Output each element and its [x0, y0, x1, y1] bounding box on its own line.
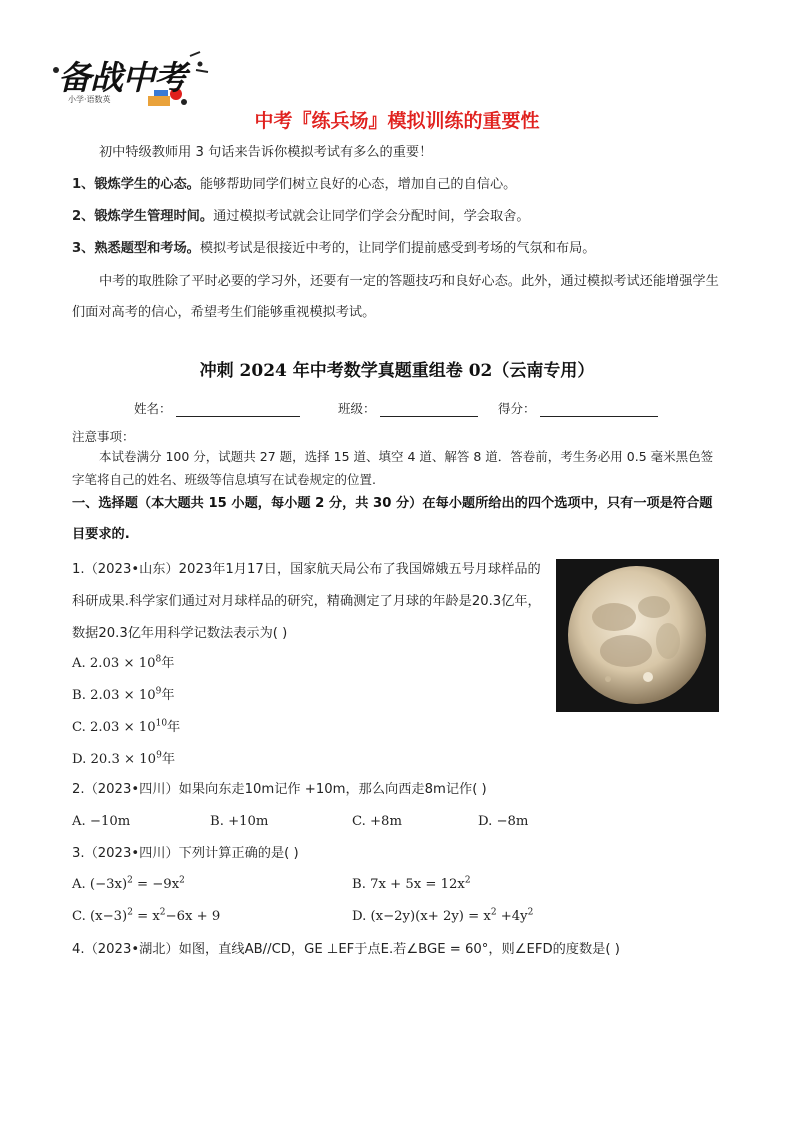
point-1-body: 能够帮助同学们树立良好的心态，增加自己的自信心。: [199, 177, 517, 192]
q1-option-b-unit: 年: [161, 688, 175, 703]
banner-title: 中考『练兵场』模拟训练的重要性: [254, 110, 540, 132]
q3-option-a-label: A.: [72, 877, 86, 892]
q1-option-c-base: 2.03 × 10: [90, 720, 156, 735]
question-3-stem: 3.（2023•四川）下列计算正确的是( ): [72, 846, 299, 861]
q3-option-c-label: C.: [72, 909, 86, 924]
q3-option-d-e1: 2: [490, 907, 497, 918]
question-2-stem: 2.（2023•四川）如果向东走10m记作 +10m，那么向西走8m记作( ): [72, 782, 487, 797]
q1-option-a-exp: 8: [155, 654, 162, 665]
point-3-body: 模拟考试是很接近中考的，让同学们提前感受到考场的气氛和布局。: [199, 241, 596, 256]
point-2-body: 通过模拟考试就会让同学们学会分配时间，学会取舍。: [213, 209, 530, 224]
name-label: 姓名：: [134, 401, 172, 416]
question-1-stem: 1.（2023•山东）2023年1月17日，国家航天局公布了我国嫦娥五号月球样品的科研成果.科学家们通过对月球样品的研究，精确测定了月球的年龄是20.3亿年，数据20.3亿年用科学记数法表示为( ): [72, 562, 541, 641]
name-blank[interactable]: [176, 402, 300, 417]
q2-option-b[interactable]: B. +10m: [210, 814, 269, 829]
q3-option-b-e1: 2: [464, 875, 471, 886]
q2-option-a[interactable]: A. −10m: [72, 814, 131, 829]
q1-option-a-base: 2.03 × 10: [89, 656, 156, 671]
point-2-num: 2、: [72, 209, 95, 224]
point-1-num: 1、: [72, 177, 95, 192]
notes-heading: 注意事项：: [72, 429, 135, 444]
q3-option-d[interactable]: [352, 909, 533, 924]
q1-option-d-label: D.: [72, 752, 87, 767]
q3-option-c-p3: −6x + 9: [165, 909, 221, 924]
score-field[interactable]: [498, 399, 658, 417]
point-2-head: 锻炼学生管理时间。: [94, 209, 214, 224]
q1-option-b[interactable]: [72, 684, 175, 703]
intro-paragraph: 初中特级教师用 3 句话来告诉你模拟考试有多么的重要！: [99, 145, 433, 160]
q1-option-d-unit: 年: [161, 752, 175, 767]
q1-option-a[interactable]: [72, 652, 174, 671]
q3-option-c-p2: = x: [132, 909, 160, 924]
q1-option-d-base: 20.3 × 10: [90, 752, 157, 767]
exam-title: 冲刺 2024 年中考数学真题重组卷 02（云南专用）: [199, 361, 595, 381]
q1-option-c-unit: 年: [167, 720, 181, 735]
q1-option-b-label: B.: [72, 688, 86, 703]
question-4-stem: 4.（2023•湖北）如图，直线AB//CD，GE ⊥EF于点E.若∠BGE = 60°，则∠EFD的度数是( ): [72, 942, 620, 957]
q1-option-c-label: C.: [72, 720, 86, 735]
class-blank[interactable]: [380, 402, 478, 417]
student-info-row: [0, 399, 794, 421]
q3-option-a-e2: 2: [179, 875, 185, 886]
q3-option-b-p1: 7x + 5x = 12x: [370, 877, 465, 892]
q3-option-b[interactable]: [352, 877, 471, 892]
point-3: [72, 234, 722, 264]
q2-option-d[interactable]: D. −8m: [478, 814, 529, 829]
q3-option-a-p2: = −9x: [132, 877, 180, 892]
q1-option-c[interactable]: [72, 716, 180, 735]
q2-option-c[interactable]: C. +8m: [352, 814, 402, 829]
point-1: [72, 170, 722, 200]
q3-option-d-p2: +4y: [496, 909, 528, 924]
q3-option-c-e2: 2: [159, 907, 166, 918]
q3-option-b-label: B.: [352, 877, 366, 892]
q3-option-a-p1: (−3x): [89, 877, 128, 892]
q1-option-a-unit: 年: [161, 656, 175, 671]
point-1-head: 锻炼学生的心态。: [94, 177, 200, 192]
name-field[interactable]: [134, 399, 300, 417]
q3-option-c-p1: (x−3): [90, 909, 128, 924]
point-3-num: 3、: [72, 241, 95, 256]
q1-option-d[interactable]: [72, 748, 175, 767]
logo-text: 备战中考: [58, 58, 186, 97]
q1-option-c-exp: 10: [155, 718, 168, 729]
q3-option-d-p1: (x−2y)(x+ 2y) = x: [370, 909, 491, 924]
q1-option-a-label: A.: [72, 656, 86, 671]
moon-icon: [556, 559, 719, 712]
score-blank[interactable]: [540, 402, 658, 417]
score-label: 得分：: [498, 401, 536, 416]
point-2: [72, 202, 722, 232]
section-heading: 一、选择题（本大题共 15 小题，每小题 2 分，共 30 分）在每小题所给出的四个选项中，只有一项是符合题目要求的.: [72, 496, 713, 542]
class-label: 班级：: [338, 401, 376, 416]
q1-option-b-exp: 9: [155, 686, 162, 697]
point-3-head: 熟悉题型和考场。: [94, 241, 200, 256]
moon-image: [556, 559, 719, 712]
q3-option-a-e1: 2: [127, 875, 133, 886]
class-field[interactable]: [338, 399, 478, 417]
notes-body: 本试卷满分 100 分，试题共 27 题，选择 15 道、填空 4 道、解答 8 道．答卷前，考生务必用 0.5 毫米黑色签字笔将自己的姓名、班级等信息填写在试卷规定的位置.: [72, 449, 714, 487]
q3-option-d-e2: 2: [527, 907, 534, 918]
closing-paragraph: 中考的取胜除了平时必要的学习外，还要有一定的答题技巧和良好心态。此外，通过模拟考试还能增强学生们面对高考的信心，希望考生们能够重视模拟考试。: [72, 274, 719, 320]
q1-option-b-base: 2.03 × 10: [90, 688, 156, 703]
q3-option-a[interactable]: [72, 877, 185, 892]
q3-option-c-e1: 2: [127, 907, 133, 918]
logo-subtext: 小学·语数英: [68, 95, 111, 104]
logo: [50, 50, 215, 112]
q1-option-d-exp: 9: [156, 750, 162, 761]
q3-option-d-label: D.: [352, 909, 367, 924]
q3-option-c[interactable]: [72, 909, 220, 924]
